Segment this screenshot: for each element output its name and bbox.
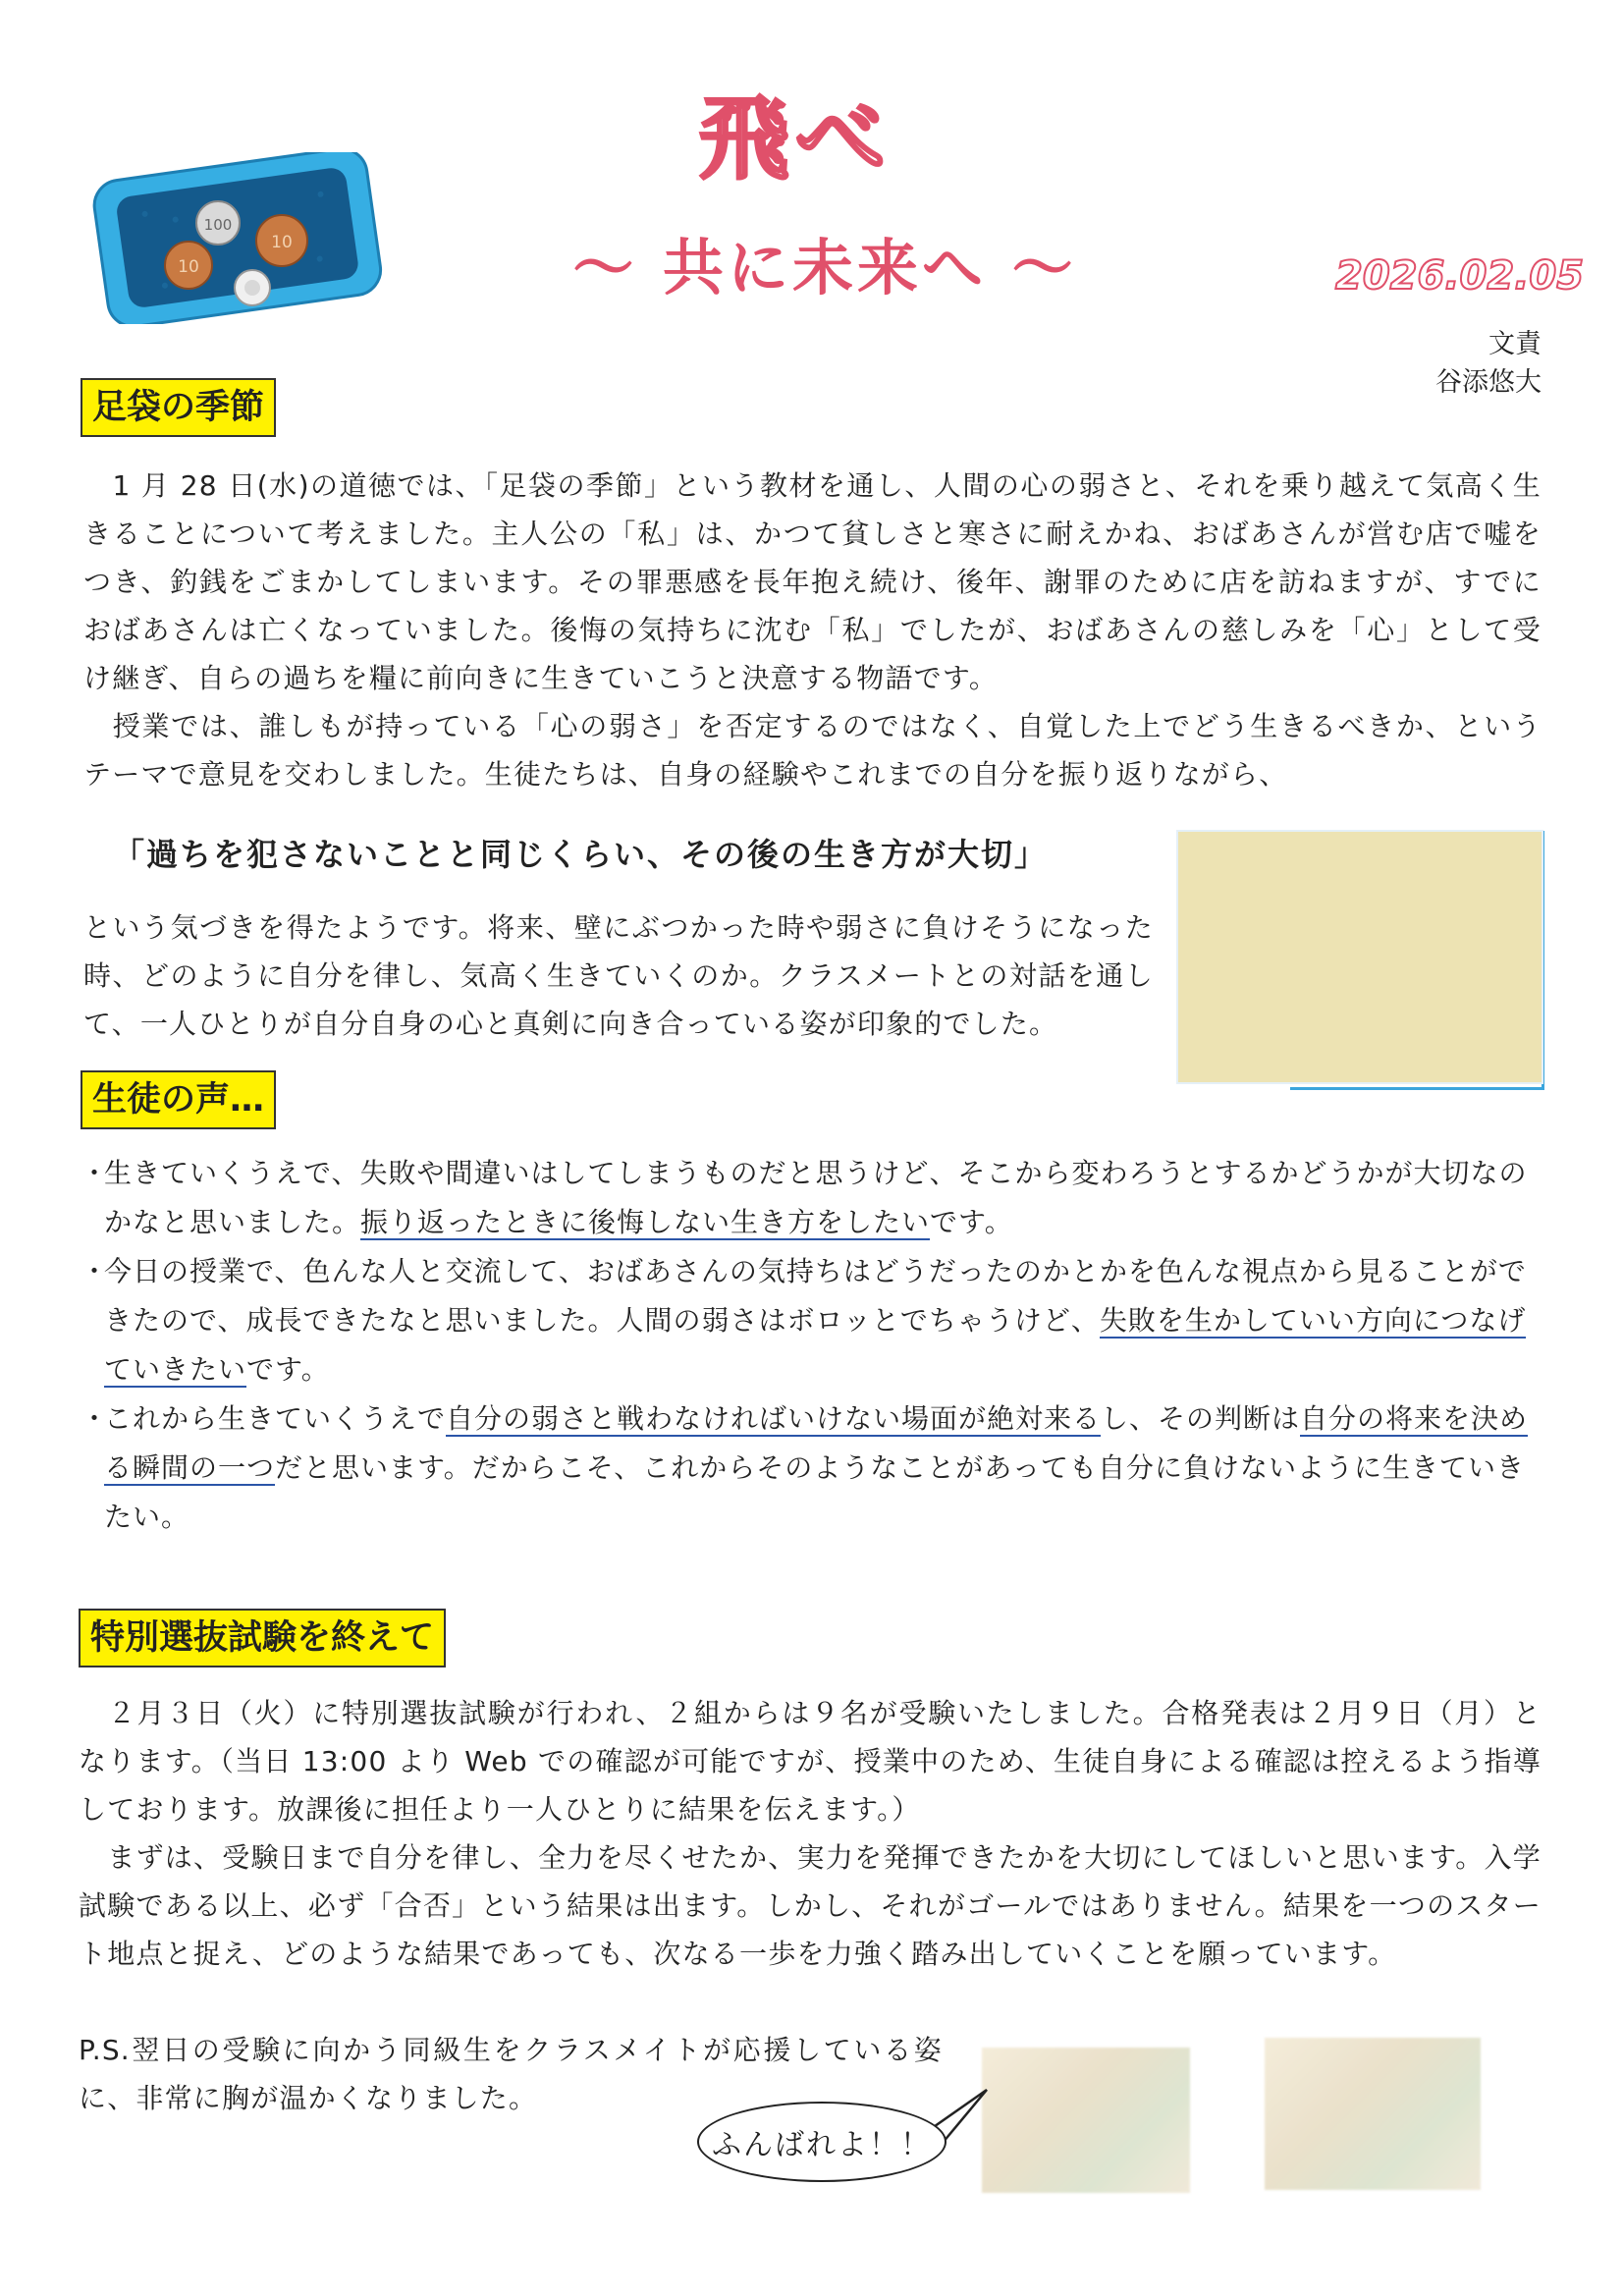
svg-text:10: 10 bbox=[178, 257, 199, 277]
key-quote: 「過ちを犯さないことと同じくらい、その後の生き方が大切」 bbox=[113, 836, 1049, 873]
student-voice-3 bbox=[81, 1394, 1543, 1542]
coin-1 bbox=[235, 270, 270, 305]
section3-paragraph-2: まずは、受験日まで自分を律し、全力を尽くせたか、実力を発揮できたかを大切にしてほしいと思います。入学試験である以上、必ず「合否」という結果は出ます。しかし、それがゴールではありません。結果を一つのスタート地点と捉え、どのような結果であっても、次なる一歩を力強く踏み出していくことを願っています。 bbox=[79, 1841, 1542, 1970]
list-bullet: ・ bbox=[81, 1255, 110, 1287]
underlined-phrase: 振り返ったときに後悔しない生き方をしたい bbox=[360, 1206, 931, 1238]
issue-date: 2026.02.05 bbox=[1335, 253, 1585, 299]
class-photo bbox=[1178, 832, 1542, 1082]
author-line bbox=[1335, 322, 1542, 399]
coin-10-left bbox=[165, 242, 212, 289]
coin-100 bbox=[196, 201, 240, 245]
section1-paragraph-1: 1 月 28 日(水)の道徳では、「足袋の季節」という教材を通し、人間の心の弱さと、それを乗り越えて気高く生きることについて考えました。主人公の「私」は、かつて貧しさと寒さに耐えかね、おばあさんが営む店で嘘をつき、釣銭をごまかしてしまいます。その罪悪感を長年抱え続け、後年、謝罪のために店を訪ねますが、すでにおばあさんは亡くなっていました。後悔の気持ちに沈む「私」でしたが、おばあさんの慈しみを「心」として受け継ぎ、自らの過ちを糧に前向きに生きていこうと決意する物語です。 bbox=[83, 469, 1542, 694]
voice-text: し、その判断は bbox=[1101, 1402, 1301, 1435]
voice-text: 生きていくうえで、失敗や間違いはしてしまうものだと思うけど、そこから変わろうとするかどうかが大切なのかなと思いました。 bbox=[104, 1157, 1528, 1238]
support-photo-2 bbox=[1265, 2038, 1481, 2190]
underlined-phrase: 自分の弱さと戦わなければいけない場面が絶対来る bbox=[446, 1402, 1102, 1435]
student-voice-2 bbox=[81, 1247, 1543, 1394]
underlined-phrase: 失敗を生かしていい方向につなげていきたい bbox=[104, 1304, 1527, 1386]
section1-paragraph-3: という気づきを得たようです。将来、壁にぶつかった時や弱さに負けそうになった時、どのように自分を律し、気高く生きていくのか。クラスメートとの対話を通して、一人ひとりが自分自身の心と真剣に向き合っている姿が印象的でした。 bbox=[83, 911, 1154, 1040]
section-heading-tabi: 足袋の季節 bbox=[81, 378, 276, 437]
voice-text: 今日の授業で、色んな人と交流して、おばあさんの気持ちはどうだったのかとかを色んな視点から見ることができたので、成長できたなと思いました。人間の弱さはボロッとでちゃうけど、 bbox=[104, 1255, 1527, 1337]
coin-10-right bbox=[256, 215, 307, 266]
svg-text:10: 10 bbox=[271, 233, 293, 252]
author-name: 谷添悠大 bbox=[1435, 367, 1542, 398]
author-label: 文責 bbox=[1488, 329, 1542, 359]
list-bullet: ・ bbox=[81, 1402, 110, 1435]
student-voice-1 bbox=[81, 1149, 1543, 1247]
section-heading-voices: 生徒の声… bbox=[81, 1070, 276, 1129]
support-photo-1 bbox=[982, 2048, 1190, 2193]
list-bullet: ・ bbox=[81, 1157, 110, 1189]
coin-tray-illustration bbox=[90, 152, 385, 324]
voice-text: です。 bbox=[930, 1206, 1013, 1238]
student-voices-list bbox=[81, 1149, 1543, 1542]
underlined-phrase: 自分の将来を決める瞬間の一つ bbox=[104, 1402, 1529, 1484]
newsletter-subtitle: ～ 共に未来へ ～ bbox=[572, 232, 1077, 303]
voice-text: です。 bbox=[246, 1353, 330, 1386]
voice-text: これから生きていくうえで bbox=[104, 1402, 447, 1435]
section3-paragraph-1: ２月３日（火）に特別選抜試験が行われ、２組からは９名が受験いたしました。合格発表は２月９日（月）となります。（当日 13:00 より Web での確認が可能ですが、授業中のため、生徒自身による確認は控えるよう指導しております。放課後に担任より一人ひとりに結果を伝えます。） bbox=[79, 1697, 1542, 1826]
section-heading-exam: 特別選抜試験を終えて bbox=[79, 1609, 446, 1667]
postscript: P.S.翌日の受験に向かう同級生をクラスメイトが応援している姿に、非常に胸が温かくなりました。 bbox=[79, 2034, 943, 2114]
voice-text: だと思います。だからこそ、これからそのようなことがあっても自分に負けないように生きていきたい。 bbox=[104, 1451, 1525, 1533]
svg-text:100: 100 bbox=[203, 216, 233, 234]
newsletter-title: 飛べ bbox=[698, 86, 892, 191]
section1-paragraph-2: 授業では、誰しもが持っている「心の弱さ」を否定するのではなく、自覚した上でどう生きるべきか、というテーマで意見を交わしました。生徒たちは、自身の経験やこれまでの自分を振り返りながら、 bbox=[83, 710, 1542, 791]
speech-bubble: ふんばれよ！！ bbox=[697, 2102, 947, 2182]
